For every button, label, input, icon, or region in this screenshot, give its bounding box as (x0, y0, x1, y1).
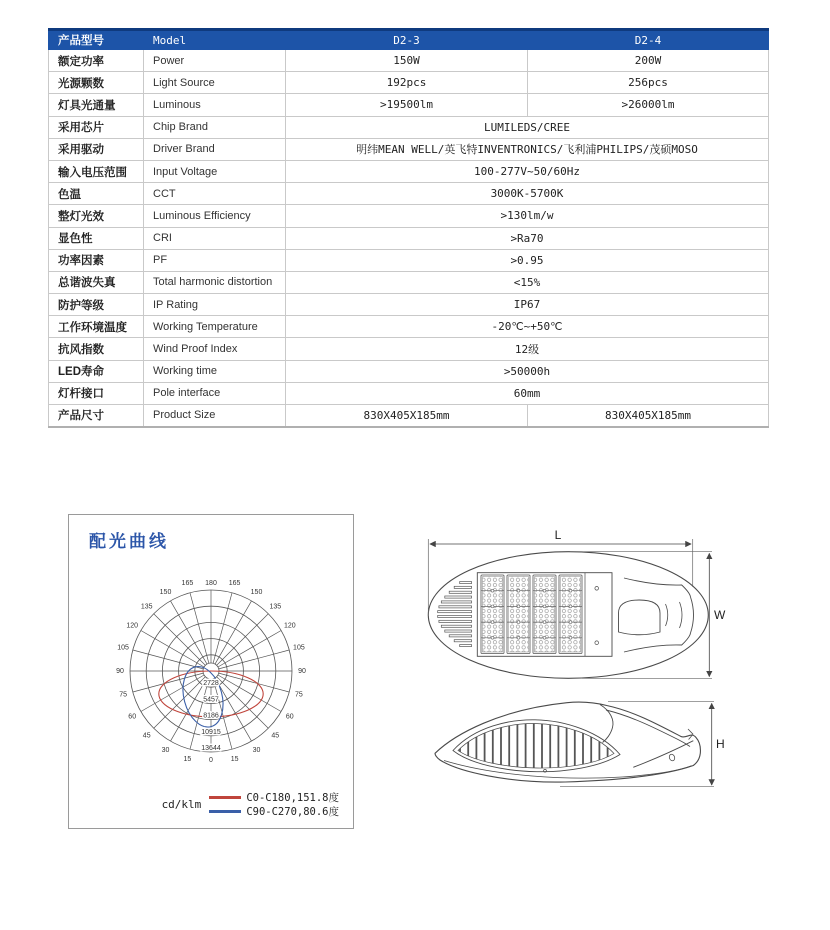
heatsink-fin (460, 645, 472, 647)
spec-label-en: Power (144, 50, 286, 72)
spec-row (49, 183, 769, 205)
angle-label: 75 (119, 691, 127, 699)
photometric-box (68, 514, 354, 829)
spec-value: 200W (528, 50, 769, 72)
spec-label-en: PF (144, 249, 286, 271)
spec-label-cn: 采用芯片 (49, 116, 144, 138)
spec-value: 192pcs (286, 72, 528, 94)
led-cluster-area (509, 577, 529, 653)
spec-label-cn: 额定功率 (49, 50, 144, 72)
spec-label-cn: 工作环境温度 (49, 316, 144, 338)
ring-value-label: 2728 (203, 680, 219, 688)
spec-value-merged: 明纬MEAN WELL/英飞特INVENTRONICS/飞利浦PHILIPS/茂硕MOSO (286, 138, 769, 160)
angle-label: 60 (128, 713, 137, 721)
strip-screw (569, 636, 572, 639)
spec-label-en: Luminous Efficiency (144, 205, 286, 227)
angle-label: 90 (298, 668, 306, 675)
ring-value-label: 13644 (201, 745, 221, 752)
spec-label-en: Product Size (144, 405, 286, 427)
angle-label: 120 (126, 622, 139, 630)
heatsink-fin (449, 591, 471, 593)
spec-label-en: Working Temperature (144, 316, 286, 338)
spec-label-en: Total harmonic distortion (144, 271, 286, 293)
heatsink-fin (454, 640, 471, 642)
spec-row (49, 138, 769, 160)
spec-label-en: Luminous (144, 94, 286, 116)
led-cluster-area (535, 577, 555, 653)
spec-label-cn: 总谐波失真 (49, 271, 144, 293)
spec-value-merged: LUMILEDS/CREE (286, 116, 769, 138)
spec-value: 830X405X185mm (286, 405, 528, 427)
strip-screw (491, 621, 494, 624)
strip-screw (491, 605, 494, 608)
strip-screw (543, 589, 546, 592)
heatsink-fins-top (438, 582, 472, 647)
spec-label-en: Chip Brand (144, 116, 286, 138)
angle-label: 15 (183, 755, 192, 763)
spec-value: 150W (286, 50, 528, 72)
ring-value-label: 10915 (201, 728, 221, 736)
spec-value-merged: >130lm/w (286, 205, 769, 227)
spec-value-merged: 3000K-5700K (286, 183, 769, 205)
angle-label: 135 (269, 603, 282, 611)
spec-label-en: Pole interface (144, 382, 286, 404)
polar-distribution-chart (69, 515, 353, 828)
heatsink-fin (438, 615, 472, 617)
strip-screw (543, 621, 546, 624)
heatsink-fin (445, 596, 472, 598)
strip-screw (569, 589, 572, 592)
heatsink-fin (460, 582, 472, 584)
dim-width (570, 552, 712, 679)
spec-value-merged: 60mm (286, 382, 769, 404)
spec-value: 830X405X185mm (528, 405, 769, 427)
spec-value-merged: IP67 (286, 294, 769, 316)
dimension-label-w: W (714, 608, 726, 622)
header-model-1: D2-3 (286, 30, 528, 50)
ring-value-label: 8186 (203, 712, 219, 720)
spec-label-en: Wind Proof Index (144, 338, 286, 360)
angle-label: 120 (283, 622, 296, 630)
spec-label-cn: 光源颗数 (49, 72, 144, 94)
heatsink-fin (439, 606, 472, 608)
unit-label: cd/klm (161, 797, 202, 811)
heatsink-fin (454, 586, 471, 588)
angle-label: 150 (250, 589, 263, 597)
spec-row (49, 72, 769, 94)
dimension-label-l: L (554, 528, 562, 542)
dimension-label-h: H (716, 737, 725, 751)
top-view-drawing (428, 528, 726, 678)
angle-label: 0 (209, 757, 213, 764)
angle-label: 105 (117, 644, 129, 652)
spec-row (49, 227, 769, 249)
spec-value-merged: -20℃~+50℃ (286, 316, 769, 338)
angle-label: 165 (228, 580, 241, 588)
spec-table-wrap (48, 28, 768, 428)
angle-label: 135 (140, 603, 153, 611)
angle-label: 60 (285, 713, 294, 721)
led-module-strips (481, 575, 582, 654)
spec-row (49, 249, 769, 271)
spec-value-merged: 100-277V~50/60Hz (286, 160, 769, 182)
spec-label-en: Driver Brand (144, 138, 286, 160)
spec-label-cn: 输入电压范围 (49, 160, 144, 182)
angle-label: 30 (252, 746, 261, 754)
strip-screw (569, 605, 572, 608)
angle-label: 75 (295, 691, 303, 699)
spec-value-merged: 12级 (286, 338, 769, 360)
angle-label: 30 (161, 746, 170, 754)
legend-item-c0 (209, 790, 339, 804)
spec-label-en: IP Rating (144, 294, 286, 316)
spec-value-merged: <15% (286, 271, 769, 293)
strip-screw (543, 605, 546, 608)
spec-label-cn: LED寿命 (49, 360, 144, 382)
technical-drawings (400, 520, 830, 830)
strip-screw (543, 636, 546, 639)
heatsink-fin (439, 620, 472, 622)
spec-row (49, 360, 769, 382)
strip-screw (517, 636, 520, 639)
spec-value: 256pcs (528, 72, 769, 94)
legend-rows (209, 790, 339, 818)
spec-label-cn: 抗风指数 (49, 338, 144, 360)
header-cn: 产品型号 (49, 30, 144, 50)
lens-outline-outer (453, 720, 620, 772)
spec-table (48, 28, 769, 428)
spec-label-cn: 产品尺寸 (49, 405, 144, 427)
strip-screw (569, 621, 572, 624)
spec-label-cn: 采用驱动 (49, 138, 144, 160)
strip-screw (517, 605, 520, 608)
spec-row (49, 205, 769, 227)
spec-label-cn: 功率因素 (49, 249, 144, 271)
legend-line-red (209, 796, 241, 799)
angle-label: 180 (205, 580, 217, 587)
panel-screw (595, 587, 599, 591)
side-view-drawing (435, 702, 725, 787)
heatsink-fin (441, 625, 471, 627)
led-cluster-area (483, 577, 503, 653)
heatsink-fin (438, 611, 472, 613)
spec-label-en: CCT (144, 183, 286, 205)
spec-label-en: CRI (144, 227, 286, 249)
angle-label: 45 (271, 732, 280, 740)
spec-row (49, 50, 769, 72)
spec-label-cn: 灯杆接口 (49, 382, 144, 404)
ring-value-label: 5457 (203, 696, 219, 704)
spec-label-cn: 防护等级 (49, 294, 144, 316)
panel-screw (595, 641, 599, 645)
spec-label-cn: 色温 (49, 183, 144, 205)
spec-label-en: Input Voltage (144, 160, 286, 182)
pole-mount-detail (619, 578, 694, 652)
legend-label-c0: C0-C180,151.8度 (246, 791, 339, 804)
spec-label-en: Working time (144, 360, 286, 382)
angle-label: 105 (293, 644, 305, 652)
heatsink-fin (441, 601, 471, 603)
header-en: Model (144, 30, 286, 50)
legend-label-c90: C90-C270,80.6度 (246, 805, 339, 818)
spec-label-cn: 整灯光效 (49, 205, 144, 227)
heatsink-fin (445, 630, 472, 632)
spec-row (49, 160, 769, 182)
spec-label-cn: 显色性 (49, 227, 144, 249)
spec-row (49, 405, 769, 427)
spec-row (49, 271, 769, 293)
spec-value-merged: >Ra70 (286, 227, 769, 249)
angle-label: 165 (181, 580, 194, 588)
spec-row (49, 94, 769, 116)
angle-label: 150 (159, 589, 172, 597)
spec-row (49, 316, 769, 338)
header-model-2: D2-4 (528, 30, 769, 50)
spec-row (49, 294, 769, 316)
spec-value-merged: >0.95 (286, 249, 769, 271)
angle-label: 90 (116, 668, 124, 675)
strip-screw (517, 621, 520, 624)
led-cluster-area (561, 577, 581, 653)
legend-item-c90 (209, 804, 339, 818)
spec-row (49, 338, 769, 360)
legend-line-blue (209, 810, 241, 813)
angle-label: 15 (230, 755, 239, 763)
angle-label: 45 (142, 732, 151, 740)
chart-legend (162, 790, 339, 818)
spec-row (49, 116, 769, 138)
strip-screw (491, 636, 494, 639)
side-bottom-rim (444, 761, 692, 779)
spec-label-cn: 灯具光通量 (49, 94, 144, 116)
spec-header-row (49, 30, 769, 50)
strip-screw (491, 589, 494, 592)
heatsink-fin (449, 635, 471, 637)
spec-value-merged: >50000h (286, 360, 769, 382)
chart-title: 配光曲线 (89, 532, 169, 551)
spec-value: >19500lm (286, 94, 528, 116)
spec-row (49, 382, 769, 404)
spec-label-en: Light Source (144, 72, 286, 94)
strip-screw (517, 589, 520, 592)
spec-value: >26000lm (528, 94, 769, 116)
